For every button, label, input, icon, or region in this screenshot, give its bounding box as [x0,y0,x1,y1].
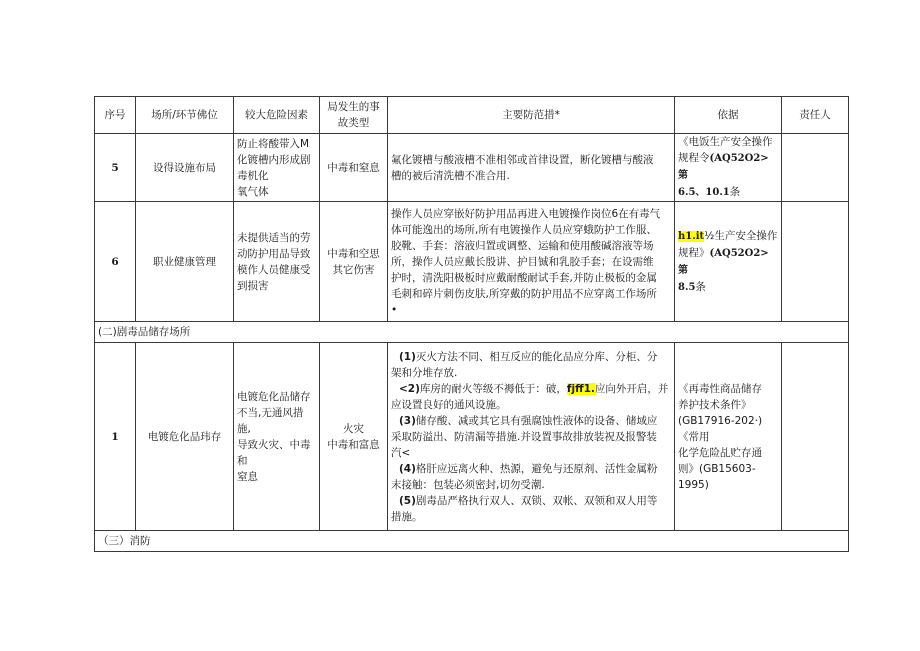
section-row [95,322,849,343]
hazard-table [94,96,849,552]
row-owner [782,134,849,202]
section-title: (二)剧毒品储存场所 [95,322,849,343]
row-no: 6 [95,202,136,322]
row-owner [782,202,849,322]
row-measures: 氟化镀槽与酸液槽不准相邻或首律设置，断化镀槽与酸液 槽的被后清洗槽不准合用. [388,134,675,202]
row-accident: 中毒和空思其它伤害 [320,202,388,322]
table-row [95,343,849,531]
row-measures: (1)灭火方法不同、相互反应的能化品应分库、分柜、分 架和分堆存放. <2)库房的耐火等级不褥低于：破，fjff1.应向外开启，并 应设置良好的通风设施。 (3)储存酸、减或其它具有强腐蚀性液体的设备、储域应 采取防溢出、防清漏等措施.并设置事故排放装祝及报警装 汽< (4)格肝应远离火种、热源，避免与还原剂、活性金属粉 末接触：包装必须密封,切勿受潮. (5)剧毒品严格执行双人、双锁、双帐、双领和双人用等 措施。 [388,343,675,531]
row-basis: h1.it½生产安全操作规程》(AQ52O2>第 8.5条 [675,202,782,322]
row-risk: 未提供适当的劳 动防护用品导致 模作人员健康受 到损害 [234,202,320,322]
table-header-row [95,97,849,134]
header-risk: 较大危险因素 [234,97,320,134]
header-measures: 主要防范措* [388,97,675,134]
table-row [95,134,849,202]
header-site: 场所/环节佛位 [136,97,234,134]
row-owner [782,343,849,531]
header-basis: 依据 [675,97,782,134]
row-no: 1 [95,343,136,531]
section-title: （三）消防 [95,531,849,552]
row-accident: 火灾 中毒和富息 [320,343,388,531]
row-risk: 电镀危化品储存 不当,无通风措施, 导致火灾、中毒和 窒息 [234,343,320,531]
row-risk: 防止将酸带入M 化镀槽内形成剧 毒机化 氧气体 [234,134,320,202]
row-measures: 操作人员应穿嵌好防护用品再进入电镀操作岗位6在有毒气 体可能逸出的场所,所有电镀操作人员应穿蛾防护工作服、 胶靴、手套：溶液归置或调整、运输和使用酸碱溶液等场 所，操作人员应戴长殷讲、护目铖和乳胶手套；在设需维 护时，清洗阳极板时应戴耐酸耐试手套,并防止极板的金属 毛刺和碎片刺伤皮肤,所穿戴的防护用品不应穿离工作场所 • [388,202,675,322]
section-row [95,531,849,552]
header-owner: 责任人 [782,97,849,134]
header-accident: 局发生的事故类型 [320,97,388,134]
row-no: 5 [95,134,136,202]
row-site: 电镀危化品玮存 [136,343,234,531]
row-site: 设得设施布局 [136,134,234,202]
row-accident: 中毒和窒息 [320,134,388,202]
header-no: 序号 [95,97,136,134]
row-basis: 《电饭生产安全操作规程令(AQ52O2>第 6.5、10.1条 [675,134,782,202]
row-basis: 《再毒性商品储存 养护技术条件》 (GB17916-202·)《常用 化学危险乩贮存通 则》(GB15603-1995) [675,343,782,531]
table-row [95,202,849,322]
row-site: 职业健康管理 [136,202,234,322]
